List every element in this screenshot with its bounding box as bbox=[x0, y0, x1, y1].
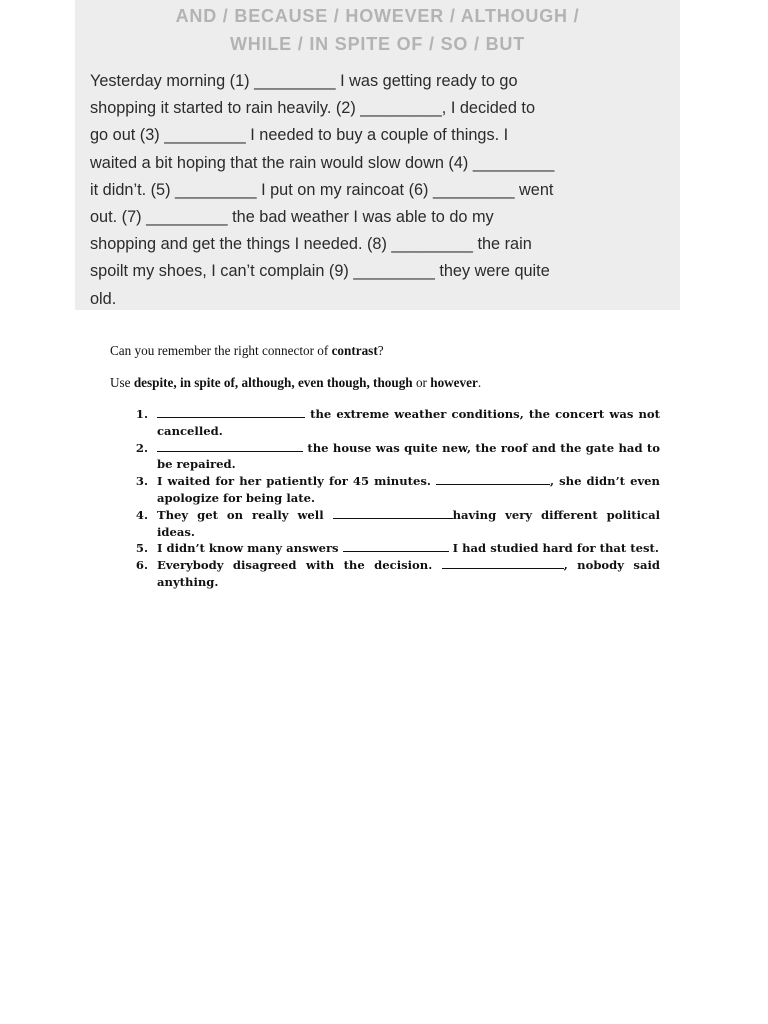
connector-bank-line-1: AND / BECAUSE / HOWEVER / ALTHOUGH / bbox=[175, 6, 580, 26]
answer-blank[interactable] bbox=[157, 406, 305, 418]
item-number: 4. bbox=[135, 507, 148, 522]
exercise-item-5 bbox=[110, 540, 660, 557]
connector-however: however bbox=[430, 375, 478, 390]
connector-word-bank bbox=[75, 2, 680, 58]
answer-blank[interactable] bbox=[436, 473, 550, 485]
item-number: 1. bbox=[135, 407, 148, 421]
item-number: 3. bbox=[135, 474, 148, 489]
item-number: 5. bbox=[135, 541, 148, 556]
answer-blank[interactable] bbox=[343, 540, 449, 552]
item-text-before: They get on really well bbox=[157, 507, 333, 522]
instruction-or: or bbox=[412, 375, 431, 390]
exercise-item-4 bbox=[110, 507, 660, 541]
item-text-after: having very different political ideas. bbox=[157, 507, 660, 539]
item-number: 2. bbox=[135, 440, 148, 455]
question-keyword: contrast bbox=[331, 343, 378, 358]
item-text-after: I had studied hard for that test. bbox=[448, 541, 659, 556]
item-text-after: , she didn’t even apologize for being late. bbox=[157, 474, 660, 505]
item-text-after: the extreme weather conditions, the concert was not cancelled. bbox=[157, 407, 660, 438]
item-number: 6. bbox=[135, 558, 148, 573]
exercise-item-1 bbox=[110, 406, 660, 440]
item-text-before: I didn’t know many answers bbox=[157, 541, 343, 556]
item-text-after: the house was quite new, the roof and the gate had to be repaired. bbox=[157, 440, 660, 472]
answer-blank[interactable] bbox=[333, 507, 453, 519]
exercise-item-2 bbox=[110, 440, 660, 474]
connector-bank-line-2: WHILE / IN SPITE OF / SO / BUT bbox=[229, 34, 525, 54]
instruction-line bbox=[110, 374, 660, 392]
answer-blank[interactable] bbox=[442, 557, 564, 569]
contrast-exercise-section bbox=[110, 342, 660, 591]
instruction-text: Use bbox=[110, 375, 134, 390]
exercise-list bbox=[110, 406, 660, 591]
item-text-before: I waited for her patiently for 45 minutes. bbox=[157, 474, 437, 489]
connector-list: despite, in spite of, although, even though, though bbox=[133, 375, 413, 390]
item-text-before: Everybody disagreed with the decision. bbox=[157, 558, 442, 573]
answer-blank[interactable] bbox=[157, 440, 303, 452]
question-text: Can you remember the right connector of bbox=[110, 343, 332, 358]
question-mark: ? bbox=[377, 343, 384, 358]
item-text-after: , nobody said anything. bbox=[157, 558, 660, 589]
exercise-item-3 bbox=[110, 473, 660, 507]
fill-in-passage: Yesterday morning (1) _________ I was getting ready to go shopping it started to rain heavily. (2) _________, I decided to go out (3) _________ I needed to buy a couple of things. I waited a bit hoping that the rain would slow down (4) _________ it didn’t. (5) _________ I put on my raincoat (6) _________ went out. (7) _________ the bad weather I was able to do my shopping and get the things I needed. (8) _________ the rain spoilt my shoes, I can’t complain (9) _________ they were quite old. bbox=[90, 72, 555, 308]
exercise-item-6 bbox=[110, 557, 660, 591]
contrast-question bbox=[110, 342, 660, 360]
connector-exercise-panel bbox=[75, 0, 680, 310]
instruction-period: . bbox=[477, 375, 482, 390]
